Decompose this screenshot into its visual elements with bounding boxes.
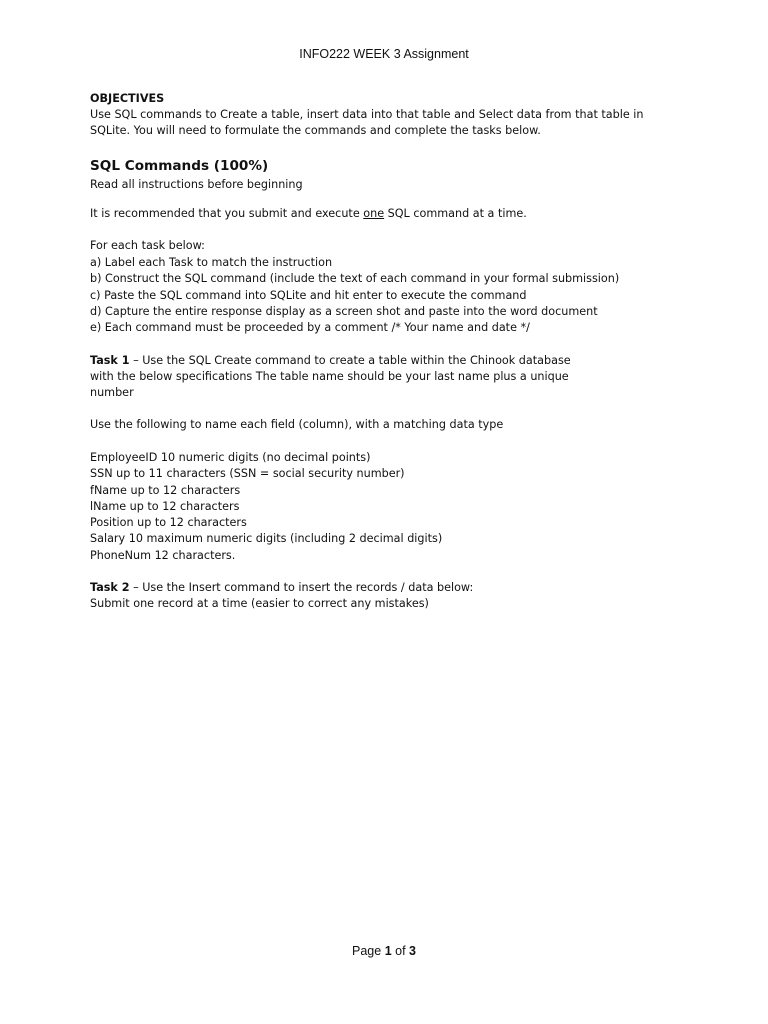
footer-page-word: Page: [352, 944, 385, 958]
sql-commands-heading: SQL Commands (100%): [90, 158, 269, 174]
task1-label: Task 1: [90, 354, 130, 367]
objectives-heading: OBJECTIVES: [90, 92, 165, 105]
step-item: e) Each command must be proceeded by a comment /* Your name and date */: [90, 321, 530, 334]
task2-text-2: Submit one record at a time (easier to correct any mistakes): [90, 597, 429, 610]
recommendation-pre: It is recommended that you submit and execute: [90, 207, 364, 220]
field-spec-item: EmployeeID 10 numeric digits (no decimal points): [90, 451, 371, 464]
objectives-line-2: SQLite. You will need to formulate the commands and complete the tasks below.: [90, 124, 541, 137]
task1-text-3: number: [90, 386, 134, 399]
footer-total-pages: 3: [409, 944, 416, 958]
field-spec-item: fName up to 12 characters: [90, 484, 241, 497]
fields-intro: Use the following to name each field (column), with a matching data type: [90, 418, 504, 431]
page-header-title: INFO222 WEEK 3 Assignment: [299, 47, 469, 61]
footer-of-word: of: [391, 944, 410, 958]
read-all-instructions: Read all instructions before beginning: [90, 178, 303, 191]
field-spec-item: SSN up to 11 characters (SSN = social security number): [90, 467, 405, 480]
field-spec-item: lName up to 12 characters: [90, 500, 240, 513]
recommendation-text: [90, 206, 527, 222]
recommendation-underlined-word: one: [363, 207, 385, 220]
footer-current-page: 1: [384, 944, 392, 958]
for-each-task-intro: For each task below:: [90, 239, 205, 252]
task2-label: Task 2: [90, 581, 130, 594]
task1-text-1: – Use the SQL Create command to create a table within the Chinook database: [129, 354, 571, 367]
field-spec-item: Salary 10 maximum numeric digits (including 2 decimal digits): [90, 532, 443, 545]
objectives-line-1: Use SQL commands to Create a table, insert data into that table and Select data from that table in: [90, 108, 644, 121]
field-spec-item: Position up to 12 characters: [90, 516, 247, 529]
task1-text-2: with the below specifications The table name should be your last name plus a unique: [90, 370, 569, 383]
step-item: a) Label each Task to match the instruction: [90, 256, 333, 269]
task2-paragraph-line-1: [90, 580, 473, 596]
step-item: c) Paste the SQL command into SQLite and hit enter to execute the command: [90, 289, 527, 302]
step-item: d) Capture the entire response display as a screen shot and paste into the word document: [90, 305, 598, 318]
task2-text-1: – Use the Insert command to insert the records / data below:: [129, 581, 474, 594]
field-spec-item: PhoneNum 12 characters.: [90, 549, 236, 562]
step-item: b) Construct the SQL command (include the text of each command in your formal submission): [90, 272, 620, 285]
task1-paragraph-line-1: [90, 353, 571, 369]
recommendation-post: SQL command at a time.: [384, 207, 527, 220]
page-footer: [0, 944, 768, 958]
